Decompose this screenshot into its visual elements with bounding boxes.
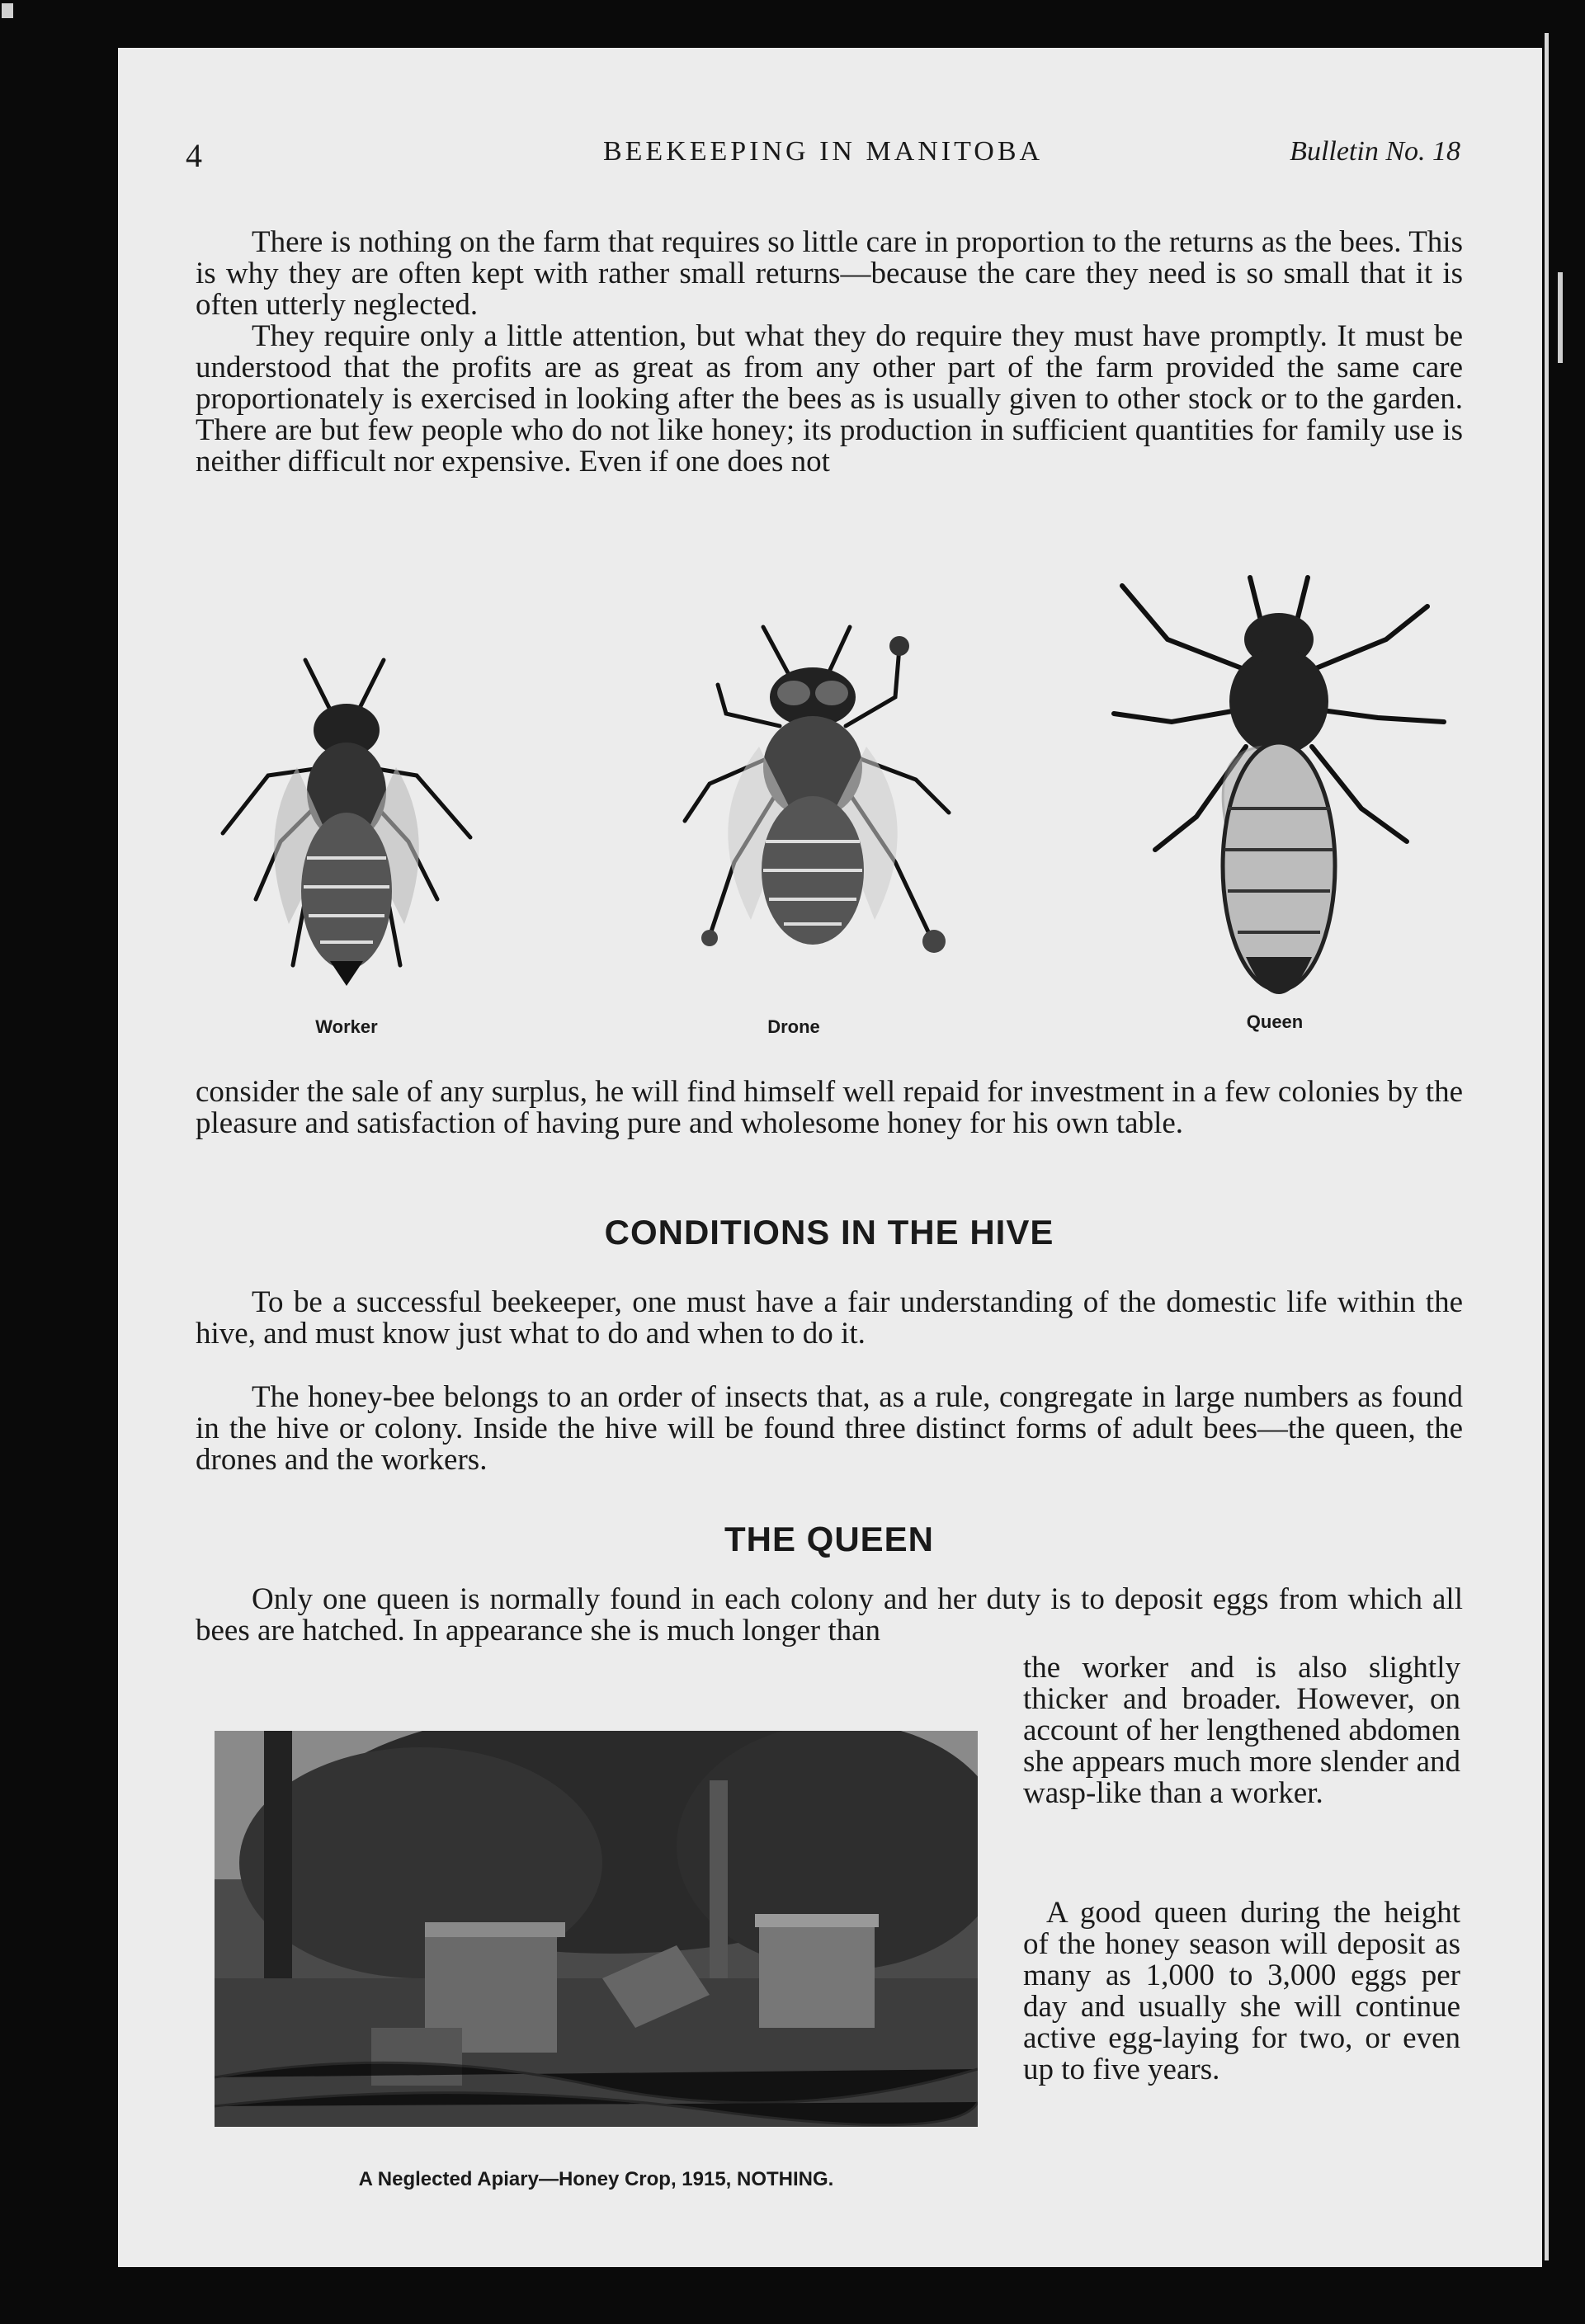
running-header [186, 136, 1460, 177]
worker-bee-illustration [206, 652, 487, 990]
hive-paragraph-2: The honey-bee belongs to an order of insects that, as a rule, congregate in large numbers as found in the hive or colony. Inside the hive will be found three distinct forms of adult bees—the queen, the drones and the workers. [196, 1380, 1463, 1477]
queen-bee-illustration [1106, 569, 1452, 1015]
drone-bee-illustration [660, 623, 974, 969]
intro-sentence-1: There is nothing on the farm that requires so little care in proportion to the returns as the bees. This is why they are often kept with rather small returns—because the care they need is so small that it is often utterly neglected. [196, 225, 1463, 322]
drone-label: Drone [767, 1016, 820, 1037]
intro-sentence-2: They require only a little attention, but what they do require they must have promptly. It must be understood that the profits are as great as from any other part of the farm provided the same care proportionately is exercised in looking after the bees as is usually given to other stock or to the garden. There are but few people who do not like honey; its production in sufficient quantities for family use is neither difficult nor expensive. Even if one does not [196, 319, 1463, 478]
section-heading-queen: THE QUEEN [724, 1520, 935, 1558]
running-title: BEEKEEPING IN MANITOBA [602, 136, 1044, 167]
worker-label: Worker [315, 1016, 378, 1037]
bulletin-number: Bulletin No. 18 [1290, 136, 1460, 167]
page-number: 4 [186, 137, 202, 174]
queen-paragraph-1-side: the worker and is also slightly thicker and broader. However, on account of her lengthened abdomen she appears much more slender and wasp-like than a worker. [1023, 1651, 1460, 1810]
scan-edge-mark [1558, 272, 1563, 363]
queen-paragraph-2: A good queen during the height of the honey season will deposit as many as 1,000 to 3,000 eggs per day and usually she will continue active egg-laying for two, or even up to five years. [1023, 1896, 1460, 2086]
scan-edge-mark [1545, 33, 1549, 2260]
intro-paragraph [196, 227, 1463, 478]
scan-corner-mark [2, 3, 13, 18]
apiary-photograph [215, 1731, 978, 2127]
photo-caption: A Neglected Apiary—Honey Crop, 1915, NOTHING. [358, 2168, 834, 2190]
intro-continuation-paragraph: consider the sale of any surplus, he will find himself well repaid for investment in a few colonies by the pleasure and satisfaction of having pure and wholesome honey for his own table. [196, 1075, 1463, 1140]
section-heading-hive: CONDITIONS IN THE HIVE [604, 1213, 1054, 1252]
queen-label: Queen [1246, 1011, 1304, 1032]
hive-paragraph-1: To be a successful beekeeper, one must have a fair understanding of the domestic life within the hive, and must know just what to do and when to do it. [196, 1285, 1463, 1351]
queen-paragraph-1: Only one queen is normally found in each colony and her duty is to deposit eggs from which all bees are hatched. In appearance she is much longer than [196, 1582, 1463, 1648]
